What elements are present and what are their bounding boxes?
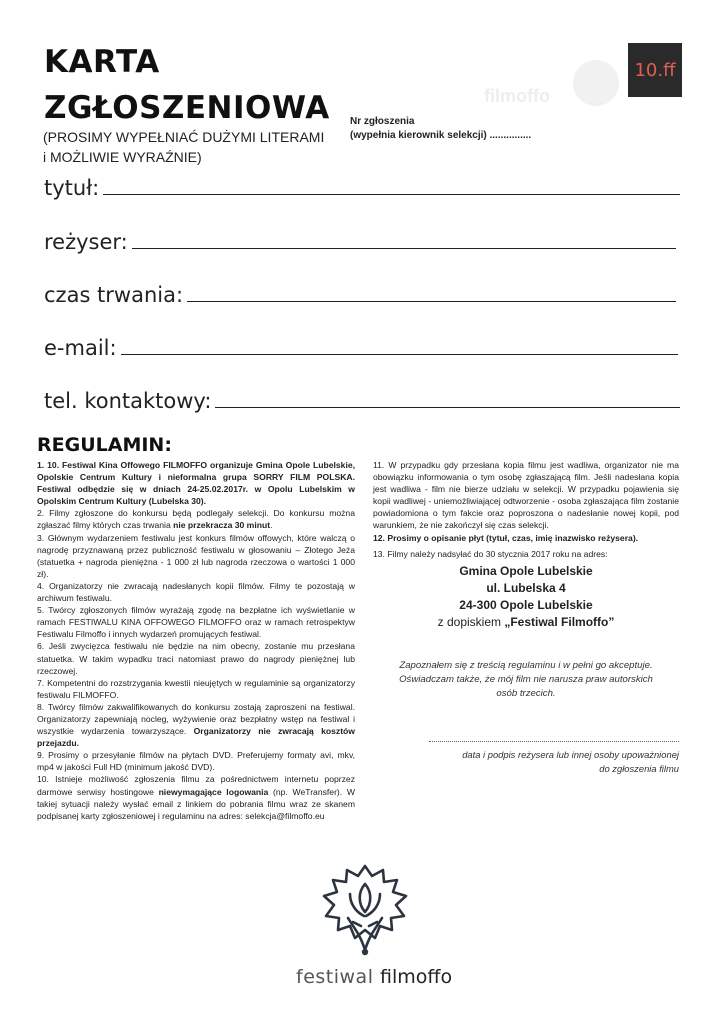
hedgehog-crest-icon (320, 860, 410, 960)
field-director-line[interactable] (132, 248, 676, 249)
application-number-label: Nr zgłoszenia (350, 116, 415, 127)
address-line1: Gmina Opole Lubelskie (459, 563, 593, 578)
rule-11: 11. W przypadku gdy przesłana kopia filmu jest wadliwa, organizator nie ma obowiązku informowania o tym osobę zgłaszającą film. Jeśli nadesłana kopia jest wadliwa - film nie bierze udziału w selekcji. W przypadku pojawienia się kopii wadliwej - uniemożliwiającej odtworzenie - osoba zgłaszająca film zostanie powiadomiona o tym fakcie oraz poproszona o nadesłanie nowej kopii, pod warunkiem, że nie zakończył się czas selekcji. (373, 460, 679, 531)
festival-logo-text: 10.ff (634, 59, 676, 81)
field-title (44, 170, 680, 200)
regulations-right-column (373, 459, 679, 776)
wordmark-filmoffo: filmoffo (380, 966, 453, 988)
address-line2: ul. Lubelska 4 (486, 580, 566, 595)
rule-5: 5. Twórcy zgłoszonych filmów wyrażają zgodę na bezpłatne ich wyświetlanie w ramach FESTIWALU KINA OFFOWEGO FILMOFFO oraz w ramach retrospektyw Festiwalu Filmoffo i innych wydarzeń promujących festiwal. (37, 605, 355, 640)
declaration-line1: Zapoznałem się z treścią regulaminu i w pełni go akceptuje. (399, 659, 653, 671)
field-director (44, 224, 676, 254)
declaration-line3: osób trzecich. (496, 687, 556, 699)
regulations-heading: REGULAMIN: (37, 434, 172, 456)
festival-wordmark (296, 966, 452, 988)
rule-12: 12. Prosimy o opisanie płyt (tytuł, czas, imię inazwisko reżysera). (373, 532, 639, 543)
address-note: z dopiskiem „Festiwal Filmoffo” (437, 614, 615, 629)
rule-2: 2. Filmy zgłoszone do konkursu będą podlegały selekcji. Do konkursu można zgłaszać filmy których czas trwania nie przekracza 30 minut. (37, 508, 355, 531)
mailing-address (373, 563, 679, 631)
signature-caption-line1: data i podpis reżysera lub innej osoby upoważnionej (462, 748, 679, 760)
field-email-label: e-mail: (44, 336, 117, 360)
field-duration-line[interactable] (187, 301, 676, 302)
watermark-text: filmoffo (484, 86, 550, 106)
rule-9: 9. Prosimy o przesyłanie filmów na płytach DVD. Preferujemy formaty avi, mkv, mp4 w jakości Full HD (minimum jakość DVD). (37, 750, 355, 773)
field-phone (44, 383, 680, 413)
rule-13: 13. Filmy należy nadsyłać do 30 stycznia 2017 roku na adres: (373, 548, 608, 559)
address-line3: 24-300 Opole Lubelskie (459, 597, 593, 612)
subtitle-line2: i MOŻLIWIE WYRAŹNIE) (43, 149, 202, 165)
rule-6: 6. Jeśli zwycięzca festiwalu nie będzie na nim obecny, zostanie mu przesłana statuetka. W takim wypadku traci natomiast prawo do nagrody pieniężnej lub rzeczowej. (37, 641, 355, 676)
field-duration-label: czas trwania: (44, 283, 184, 307)
page-title-line2: ZGŁOSZENIOWA (44, 90, 330, 126)
application-number-note: (wypełnia kierownik selekcji) ............... (350, 130, 532, 141)
page-title-line1: KARTA (44, 44, 160, 80)
field-phone-label: tel. kontaktowy: (44, 389, 212, 413)
field-duration (44, 277, 676, 307)
field-email (44, 330, 678, 360)
rule-4: 4. Organizatorzy nie zwracają nadesłanych kopii filmów. Filmy te pozostają w archiwum festiwalu. (37, 580, 355, 604)
signature-caption-line2: do zgłoszenia filmu (599, 762, 679, 774)
signature-caption (373, 748, 679, 776)
field-email-line[interactable] (121, 354, 678, 355)
wordmark-festiwal: festiwal (296, 966, 381, 988)
rule-10: 10. Istnieje możliwość zgłoszenia filmu za pośrednictwem internetu poprzez darmowe serwisy hostingowe niewymagające logowania (np. WeTransfer). W takiej sytuacji należy wysłać email z linkiem do pobrania filmu wraz ze skanem podpisanej karty zgłoszeniowej i regulaminu na adres: selekcja@filmoffo.eu (37, 774, 355, 821)
festival-logo-badge (628, 43, 682, 97)
declaration-line2: Oświadczam także, że mój film nie narusza praw autorskich (399, 673, 653, 685)
rule-1: 1. 10. Festiwal Kina Offowego FILMOFFO organizuje Gmina Opole Lubelskie, Opolskie Centrum Kultury i nieformalna grupa SORRY FILM POLSKA. Festiwal odbędzie się w dniach 24-25.02.2017r. w Opolu Lubelskim w Opolskim Centrum Kultury (Lubelska 30). (37, 460, 355, 507)
regulations-left-column (37, 459, 355, 822)
declaration (373, 659, 679, 701)
subtitle-line1: (PROSIMY WYPEŁNIAĆ DUŻYMI LITERAMI (43, 129, 325, 145)
watermark-circle (573, 60, 619, 106)
rule-7: 7. Kompetentni do rozstrzygania kwestii nieujętych w regulaminie są organizatorzy festiwalu FILMOFFO. (37, 677, 355, 700)
field-title-line[interactable] (103, 194, 680, 195)
rule-3: 3. Głównym wydarzeniem festiwalu jest konkurs filmów offowych, które walczą o nagrodę przyznawaną przez publiczność festiwalu w głosowaniu – Złotego Jeża (statuetka + nagroda pieniężna - 1 000 zł lub nagroda rzeczowa o wartości 1 000 zł). (37, 532, 355, 579)
field-title-label: tytuł: (44, 176, 100, 200)
field-director-label: reżyser: (44, 230, 128, 254)
signature-line[interactable] (429, 741, 679, 742)
field-phone-line[interactable] (215, 407, 680, 408)
rule-8: 8. Twórcy filmów zakwalifikowanych do konkursu zostają zaproszeni na festiwal. Organizatorzy zapewniają nocleg, wyżywienie oraz bezpłatny wstęp na festiwal i wszystkie wydarzenia towarzyszące. Organizatorzy nie zwracają kosztów przejazdu. (37, 701, 355, 749)
